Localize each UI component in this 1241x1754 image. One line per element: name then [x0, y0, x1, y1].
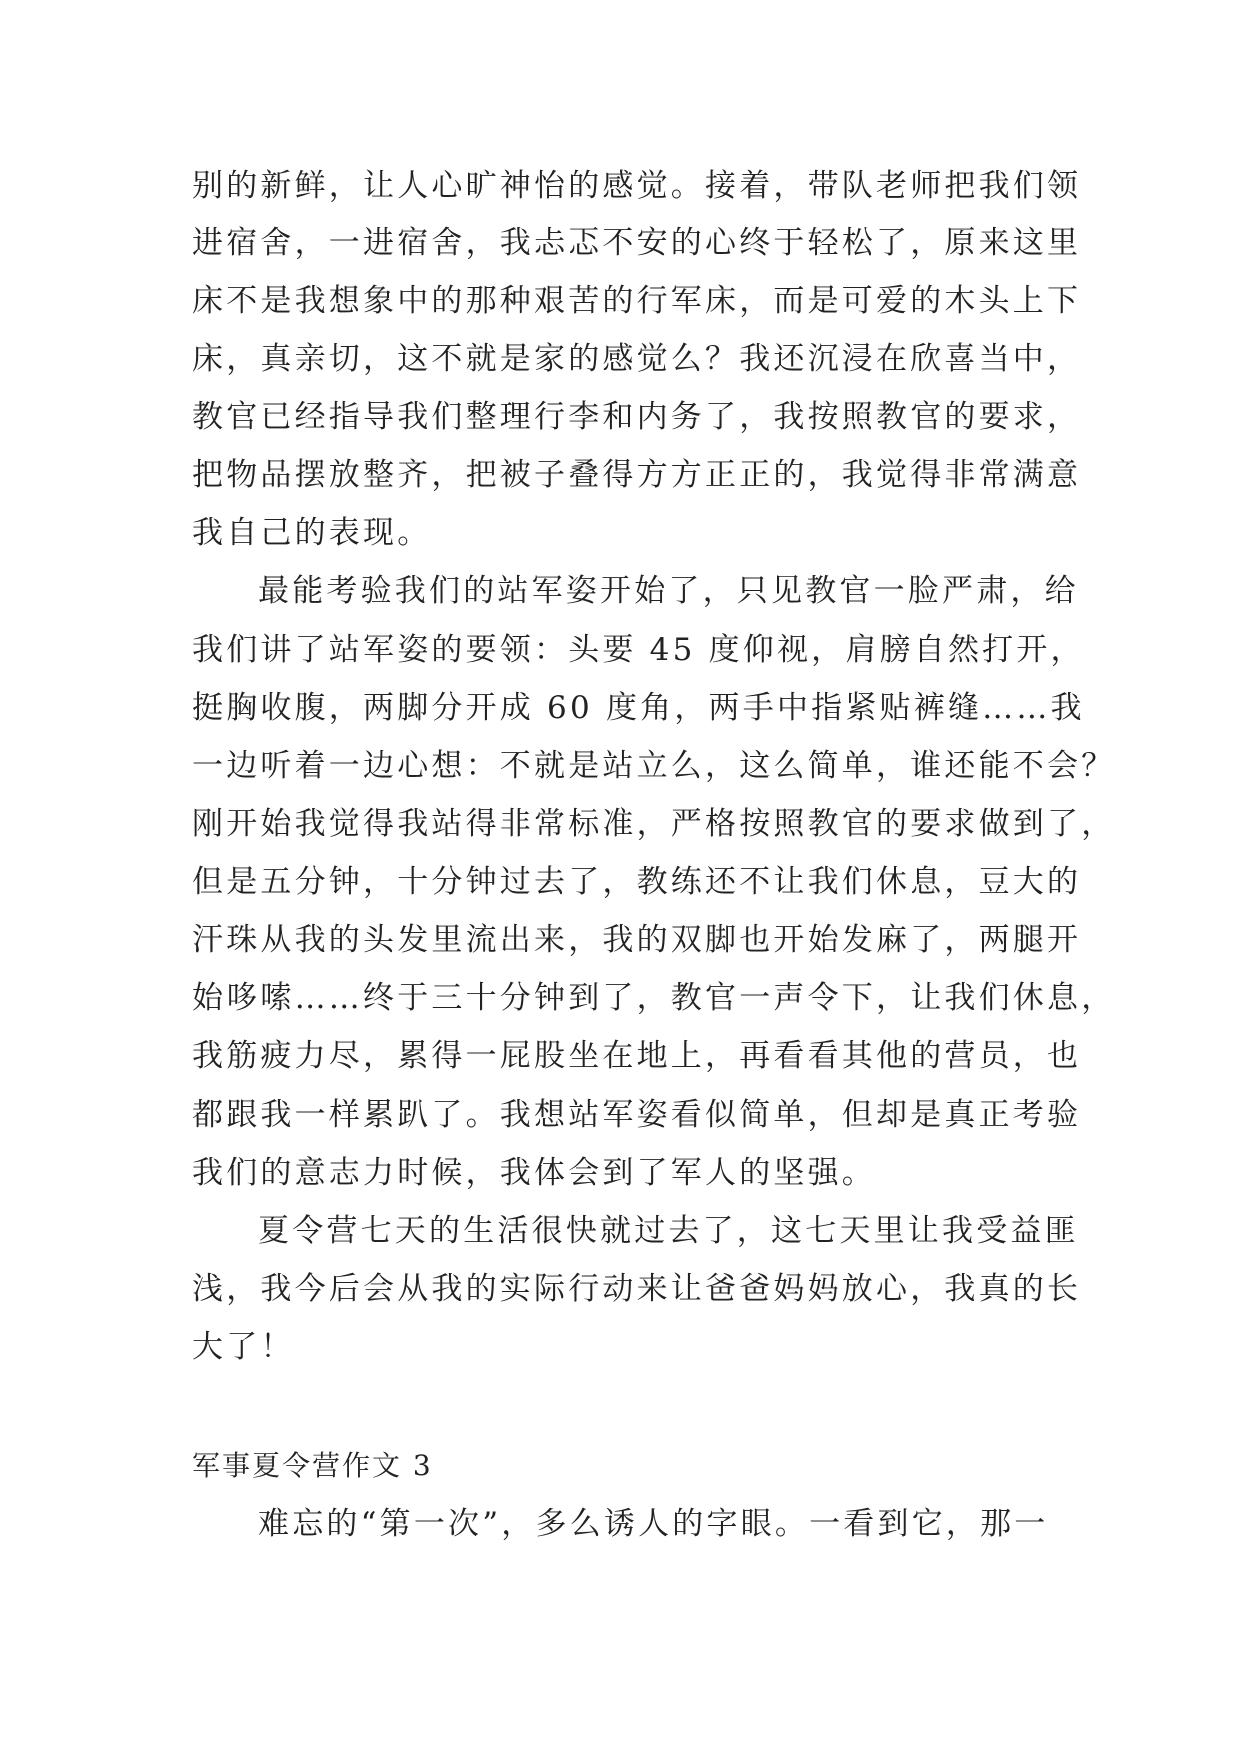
- paragraph-line: 我们讲了站军姿的要领：头要 45 度仰视，肩膀自然打开，: [192, 632, 1085, 668]
- paragraph-line: 刚开始我觉得我站得非常标准，严格按照教官的要求做到了，: [192, 806, 1116, 842]
- paragraph-line: 我们的意志力时候，我体会到了军人的坚强。: [192, 1155, 876, 1191]
- section-heading: 军事夏令营作文 3: [192, 1449, 433, 1482]
- paragraph-line: 都跟我一样累趴了。我想站军姿看似简单，但却是真正考验: [192, 1097, 1082, 1133]
- paragraph-line: 大了！: [192, 1329, 295, 1365]
- paragraph-line: 一边听着一边心想：不就是站立么，这么简单，谁还能不会？: [192, 748, 1116, 784]
- paragraph-line: 我筋疲力尽，累得一屁股坐在地上，再看看其他的营员，也: [192, 1038, 1082, 1074]
- paragraph-line: 但是五分钟，十分钟过去了，教练还不让我们休息，豆大的: [192, 864, 1082, 900]
- paragraph-line: 难忘的“第一次”，多么诱人的字眼。一看到它，那一: [258, 1506, 1049, 1542]
- paragraph-line: 进宿舍，一进宿舍，我忐忑不安的心终于轻松了，原来这里: [192, 225, 1082, 261]
- paragraph-line: 挺胸收腹，两脚分开成 60 度角，两手中指紧贴裤缝……我: [192, 690, 1085, 726]
- paragraph-line: 别的新鲜，让人心旷神怡的感觉。接着，带队老师把我们领: [192, 168, 1082, 204]
- paragraph-line: 把物品摆放整齐，把被子叠得方方正正的，我觉得非常满意: [192, 457, 1082, 493]
- paragraph-line: 教官已经指导我们整理行李和内务了，我按照教官的要求，: [192, 399, 1082, 435]
- paragraph-line: 床不是我想象中的那种艰苦的行军床，而是可爱的木头上下: [192, 283, 1082, 319]
- paragraph-line: 汗珠从我的头发里流出来，我的双脚也开始发麻了，两腿开: [192, 922, 1082, 958]
- paragraph-line: 最能考验我们的站军姿开始了，只见教官一脸严肃，给: [258, 573, 1079, 609]
- paragraph-line: 始哆嗦……终于三十分钟到了，教官一声令下，让我们休息，: [192, 980, 1116, 1016]
- paragraph-line: 浅，我今后会从我的实际行动来让爸爸妈妈放心，我真的长: [192, 1271, 1082, 1307]
- paragraph-line: 夏令营七天的生活很快就过去了，这七天里让我受益匪: [258, 1213, 1079, 1249]
- paragraph-line: 我自己的表现。: [192, 515, 432, 551]
- paragraph-line: 床，真亲切，这不就是家的感觉么？我还沉浸在欣喜当中，: [192, 341, 1082, 377]
